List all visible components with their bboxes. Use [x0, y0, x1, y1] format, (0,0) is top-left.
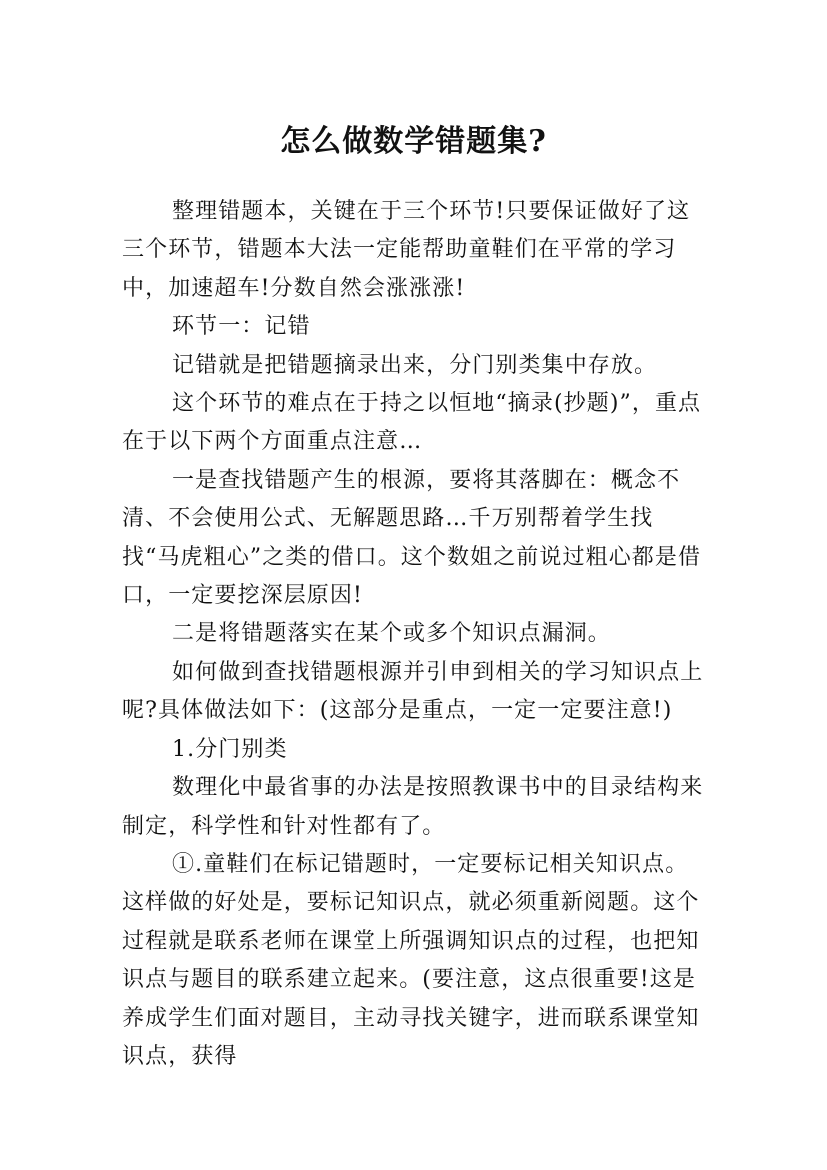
page-title: 怎么做数学错题集? — [280, 124, 547, 160]
paragraph: 一是查找错题产生的根源，要将其落脚在：概念不清、不会使用公式、无解题思路…千万别帮着学生找找“马虎粗心”之类的借口。这个数姐之前说过粗心都是借口，一定要挖深层原因! — [122, 467, 702, 609]
paragraph: 数理化中最省事的办法是按照教课书中的目录结构来制定，科学性和针对性都有了。 — [122, 775, 704, 839]
paragraph: 如何做到查找错题根源并引申到相关的学习知识点上呢?具体做法如下：(这部分是重点，一定一定要注意!) — [122, 659, 704, 724]
document-body — [122, 193, 707, 1076]
paragraph: ①.童鞋们在标记错题时，一定要标记相关知识点。这样做的好处是，要标记知识点，就必须重新阅题。这个过程就是联系老师在课堂上所强调知识点的过程，也把知识点与题目的联系建立起来。(要注意，这点很重要!这是养成学生们面对题目，主动寻找关键字，进而联系课堂知识点，获得 — [122, 851, 700, 1069]
paragraph-intro: 整理错题本，关键在于三个环节!只要保证做好了这三个环节，错题本大法一定能帮助童鞋们在平常的学习中，加速超车!分数自然会涨涨涨! — [122, 199, 691, 301]
paragraph-subheading: 1.分门别类 — [172, 736, 288, 762]
paragraph: 这个环节的难点在于持之以恒地“摘录(抄题)”，重点在于以下两个方面重点注意… — [122, 391, 702, 455]
paragraph-section-heading: 环节一：记错 — [172, 314, 311, 340]
paragraph: 二是将错题落实在某个或多个知识点漏洞。 — [172, 621, 611, 647]
paragraph: 记错就是把错题摘录出来，分门别类集中存放。 — [172, 352, 658, 378]
